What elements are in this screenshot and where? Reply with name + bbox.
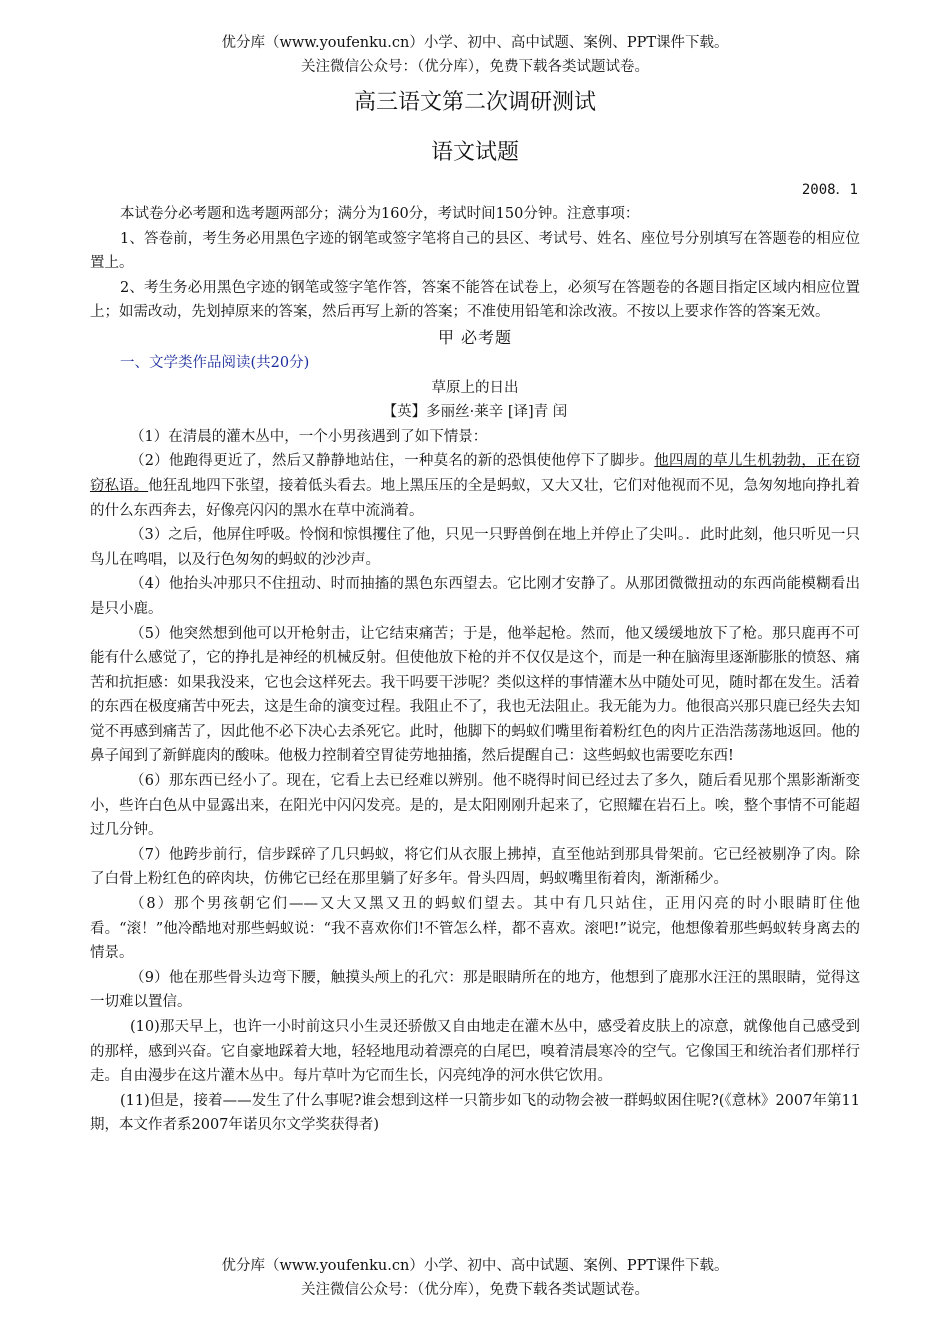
article-paragraph-3: （3）之后，他屏住呼吸。怜悯和惊惧攫住了他，只见一只野兽倒在地上并停止了尖叫。．此时此刻，他只听见一只鸟儿在鸣唱，以及行色匆匆的蚂蚁的沙沙声。	[90, 527, 860, 568]
article-paragraph-7: （7）他跨步前行，信步踩碎了几只蚂蚁，将它们从衣服上拂掉，直至他站到那具骨架前。它已经被剔净了肉。除了白骨上粉红色的碎肉块，仿佛它已经在那里躺了好多年。骨头四周，蚂蚁嘴里衔着肉，渐渐稀少。	[90, 846, 860, 888]
page-header	[0, 31, 950, 79]
article-paragraph-1: （1）在清晨的灌木丛中，一个小男孩遇到了如下情景：	[130, 428, 488, 445]
part-prefix: 一、	[120, 354, 149, 371]
underlined-sentence: 他四周的草儿生机勃勃，正在窃窃私语。	[90, 453, 860, 494]
exam-body	[90, 202, 860, 1138]
exam-date: 2008．1	[801, 182, 858, 198]
article-paragraph-11: (11)但是，接着——发生了什么事呢?谁会想到这样一只箭步如飞的动物会被一群蚂蚁困住呢?(《意林》2007年第11期，本文作者系2007年诺贝尔文学奖获得者)	[90, 1092, 860, 1134]
article-paragraph-5: （5）他突然想到他可以开枪射击，让它结束痛苦；于是，他举起枪。然而，他又缓缓地放下了枪。那只鹿再不可能有什么感觉了，它的挣扎是神经的机械反射。但使他放下枪的并不仅仅是这个，而是一种在脑海里逐渐膨胀的愤怒、痛苦和抗拒感：如果我没来，它也会这样死去。我干吗要干涉呢？类似这样的事情灌木丛中随处可见，随时都在发生。活着的东西在极度痛苦中死去，这是生命的演变过程。我阻止不了，我也无法阻止。我无能为力。他很高兴那只鹿已经失去知觉不再感到痛苦了，因此他不必下决心去杀死它。此时，他脚下的蚂蚁们嘴里衔着粉红色的肉片正浩浩荡荡地返回。他的鼻子闻到了新鲜鹿肉的酸味。他极力控制着空胃徒劳地抽搐，然后提醒自己：这些蚂蚁也需要吃东西!	[90, 625, 860, 765]
notice-intro: 本试卷分必考题和选考题两部分；满分为160分，考试时间150分钟。注意事项：	[120, 206, 640, 222]
article-paragraph-4: （4）他抬头冲那只不住扭动、时而抽搐的黑色东西望去。它比刚才安静了。从那团微微扭动的东西尚能模糊看出是只小鹿。	[90, 576, 860, 617]
paragraph-2-start: （2）他跑得更近了，然后又静静地站住，一种莫名的新的恐惧使他停下了脚步。	[130, 453, 655, 470]
notice-item-2: 2、考生务必用黑色字迹的钢笔或签字笔作答，答案不能答在试卷上，必须写在答题卷的各题目指定区域内相应位置上；如需改动，先划掉原来的答案，然后再写上新的答案；不准使用铅笔和涂改液。不按以上要求作答的答案无效。	[90, 279, 860, 321]
header-line-2: 关注微信公众号：（优分库），免费下载各类试题试卷。	[301, 59, 649, 75]
article-paragraph-2	[90, 449, 860, 523]
article-title: 草原上的日出	[431, 379, 519, 396]
section-heading: 甲 必考题	[437, 327, 513, 347]
article-paragraph-9: （9）他在那些骨头边弯下腰，触摸头颅上的孔穴：那是眼睛所在的地方，他想到了鹿那水汪汪的黑眼睛，觉得这一切难以置信。	[90, 969, 860, 1011]
header-line-1: 优分库（www.youfenku.cn）小学、初中、高中试题、案例、PPT课件下载。	[221, 35, 729, 51]
footer-line-2: 关注微信公众号：（优分库），免费下载各类试题试卷。	[301, 1282, 649, 1298]
article-paragraph-6: （6）那东西已经小了。现在，它看上去已经难以辨别。他不晓得时间已经过去了多久，随后看见那个黑影渐渐变小，些许白色从中显露出来，在阳光中闪闪发亮。是的，是太阳刚刚升起来了，它照耀在岩石上。唉，整个事情不可能超过几分钟。	[90, 773, 860, 839]
exam-subtitle: 语文试题	[430, 140, 519, 165]
paragraph-2-rest: 他狂乱地四下张望，接着低头看去。地上黑压压的全是蚂蚁，又大又壮，它们对他视而不见，急匆匆地向挣扎着的什么东西奔去，好像亮闪闪的黑水在草中流淌着。	[90, 477, 861, 519]
article-paragraph-10: (10)那天早上，也许一小时前这只小生灵还骄傲又自由地走在灌木丛中，感受着皮肤上的凉意，就像他自己感受到的那样，感到兴奋。它自豪地踩着大地，轻轻地甩动着漂亮的白尾巴，嗅着清晨寒冷的空气。它像国王和统治者们那样行走。自由漫步在这片灌木丛中。每片草叶为它而生长，闪亮纯净的河水供它饮用。	[90, 1019, 860, 1085]
page-footer	[0, 1254, 950, 1302]
footer-line-1: 优分库（www.youfenku.cn）小学、初中、高中试题、案例、PPT课件下载。	[221, 1258, 729, 1274]
article-paragraph-8: （8）那个男孩朝它们——又大又黑又丑的蚂蚁们望去。其中有几只站住，正用闪亮的时小眼睛盯住他看。“滚！”他冷酷地对那些蚂蚁说：“我不喜欢你们!不管怎么样，都不喜欢。滚吧!”说完，他想像着那些蚂蚁转身离去的情景。	[90, 896, 860, 962]
notice-item-1: 1、答卷前，考生务必用黑色字迹的钢笔或签字笔将自己的县区、考试号、姓名、座位号分别填写在答题卷的相应位置上。	[90, 230, 860, 272]
part-heading	[90, 351, 860, 376]
article-author: 【英】多丽丝·莱辛 [译]青 闰	[382, 404, 568, 421]
exam-title: 高三语文第二次调研测试	[353, 90, 596, 115]
part-label: 文学类作品阅读(共20分)	[149, 354, 310, 371]
